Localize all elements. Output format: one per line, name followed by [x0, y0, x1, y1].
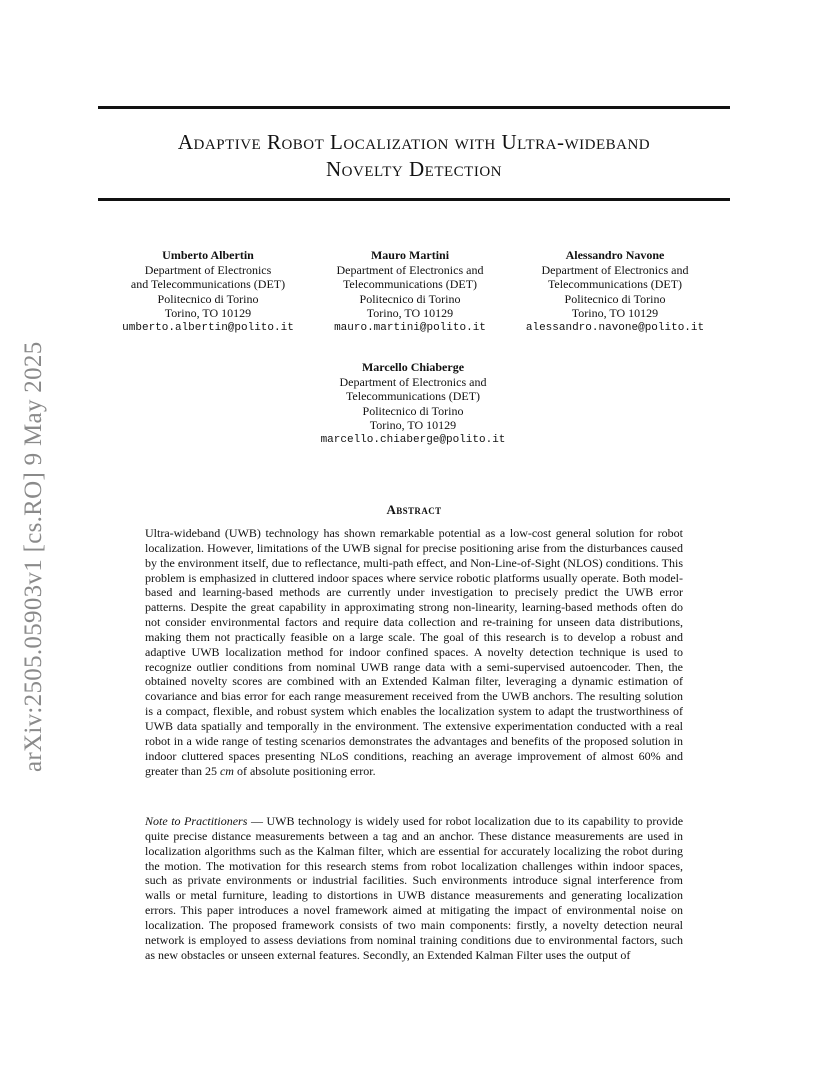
author-dept-line-1: Department of Electronics and: [541, 262, 689, 277]
author-block-1: [108, 248, 308, 336]
abstract-value-distance: 25: [204, 763, 217, 778]
abstract-value-percent: 60%: [638, 748, 661, 763]
author-email: umberto.albertin@polito.it: [122, 321, 294, 334]
author-dept-line-1: Department of Electronics: [144, 262, 272, 277]
author-dept-line-2: and Telecommunications (DET): [130, 277, 286, 292]
author-block-2: [310, 248, 510, 336]
author-email: mauro.martini@polito.it: [334, 321, 486, 334]
author-dept-line-2: Telecommunications (DET): [342, 277, 478, 292]
author-institution: Politecnico di Torino: [359, 291, 461, 306]
author-block-4: [313, 360, 513, 448]
abstract-text: [145, 526, 683, 778]
abstract-tail: of absolute positioning error.: [236, 763, 376, 778]
author-name: Alessandro Navone: [565, 248, 665, 262]
practitioners-lead: Note to Practitioners: [145, 814, 248, 828]
practitioners-body: — UWB technology is widely used for robot localization due to its capability to provide quite precise distance measurements between a tag and an anchor. These distance measurements are used in localization algorithms such as the Kalman filter, which are essential for accurately localizing the robot during the motion. The motivation for this research stems from robot localization challenges within indoor spaces, such as private environments or industrial facilities. Such environments introduce signal interference from walls or metal furniture, leading to distortions in UWB distance measurements and generating localization errors. This paper introduces a novel framework aimed at mitigating the impact of environmental noise on localization. The proposed framework consists of two main components: firstly, a novelty detection neural network is employed to assess deviations from nominal training conditions due to environmental factors, such as new obstacles or unseen external features. Secondly, an Extended Kalman Filter uses the output of: [145, 814, 684, 962]
author-email: alessandro.navone@polito.it: [525, 321, 705, 334]
author-city: Torino, TO 10129: [164, 306, 252, 321]
author-dept-line-1: Department of Electronics and: [339, 374, 487, 389]
note-to-practitioners: [145, 814, 683, 962]
author-institution: Politecnico di Torino: [564, 291, 666, 306]
abstract-body: Ultra-wideband (UWB) technology has shown remarkable potential as a low-cost general solution for robot localization. However, limitations of the UWB signal for precise positioning arise from the disturbances caused by the environment itself, due to reflectance, multi-path effect, and Non-Line-of-Sight (NLOS) conditions. This problem is emphasized in cluttered indoor spaces where service robotic platforms usually operate. Both model-based and learning-based methods are currently under investigation to precisely predict the UWB error patterns. Despite the great capability in approximating strong non-linearity, learning-based methods often do not consider environmental factors and require data collection and re-training for unseen data distributions, making them not practically feasible on a large scale. The goal of this research is to develop a robust and adaptive UWB localization method for indoor confined spaces. A novelty detection technique is used to recognize outlier conditions from nominal UWB range data with a semi-supervised autoencoder. Then, the obtained novelty scores are combined with an Extended Kalman filter, leveraging a dynamic estimation of covariance and bias error for each range measurement received from the UWB anchors. The resulting solution is a compact, flexible, and robust system which enables the localization system to adapt the trustworthiness of UWB data spatially and temporally in the environment. The extensive experimentation conducted with a real robot in a wide range of testing scenarios demonstrates the advantages and benefits of the proposed solution in indoor cluttered spaces presenting NLoS conditions, reaching an average improvement of almost: [145, 526, 683, 763]
abstract-heading: Abstract: [386, 502, 442, 517]
author-name: Umberto Albertin: [162, 248, 254, 262]
author-block-3: [515, 248, 715, 336]
abstract-unit: cm: [219, 763, 234, 778]
author-dept-line-2: Telecommunications (DET): [547, 277, 683, 292]
abstract-mid: and greater than: [145, 748, 684, 778]
author-dept-line-2: Telecommunications (DET): [345, 389, 481, 404]
title-line-2: Novelty Detection: [325, 157, 502, 181]
author-name: Mauro Martini: [370, 248, 450, 262]
author-city: Torino, TO 10129: [571, 306, 659, 321]
paper-title: [98, 129, 730, 183]
author-institution: Politecnico di Torino: [362, 403, 464, 418]
title-rule-top: [98, 106, 730, 109]
title-rule-bottom: [98, 198, 730, 201]
author-city: Torino, TO 10129: [369, 418, 457, 433]
author-email: marcello.chiaberge@polito.it: [320, 433, 506, 446]
arxiv-side-stamp: arXiv:2505.05903v1 [cs.RO] 9 May 2025: [20, 341, 47, 772]
author-institution: Politecnico di Torino: [157, 291, 259, 306]
author-dept-line-1: Department of Electronics and: [336, 262, 484, 277]
author-city: Torino, TO 10129: [366, 306, 454, 321]
author-name: Marcello Chiaberge: [361, 360, 465, 374]
title-line-1: Adaptive Robot Localization with Ultra-wideband: [177, 130, 651, 154]
